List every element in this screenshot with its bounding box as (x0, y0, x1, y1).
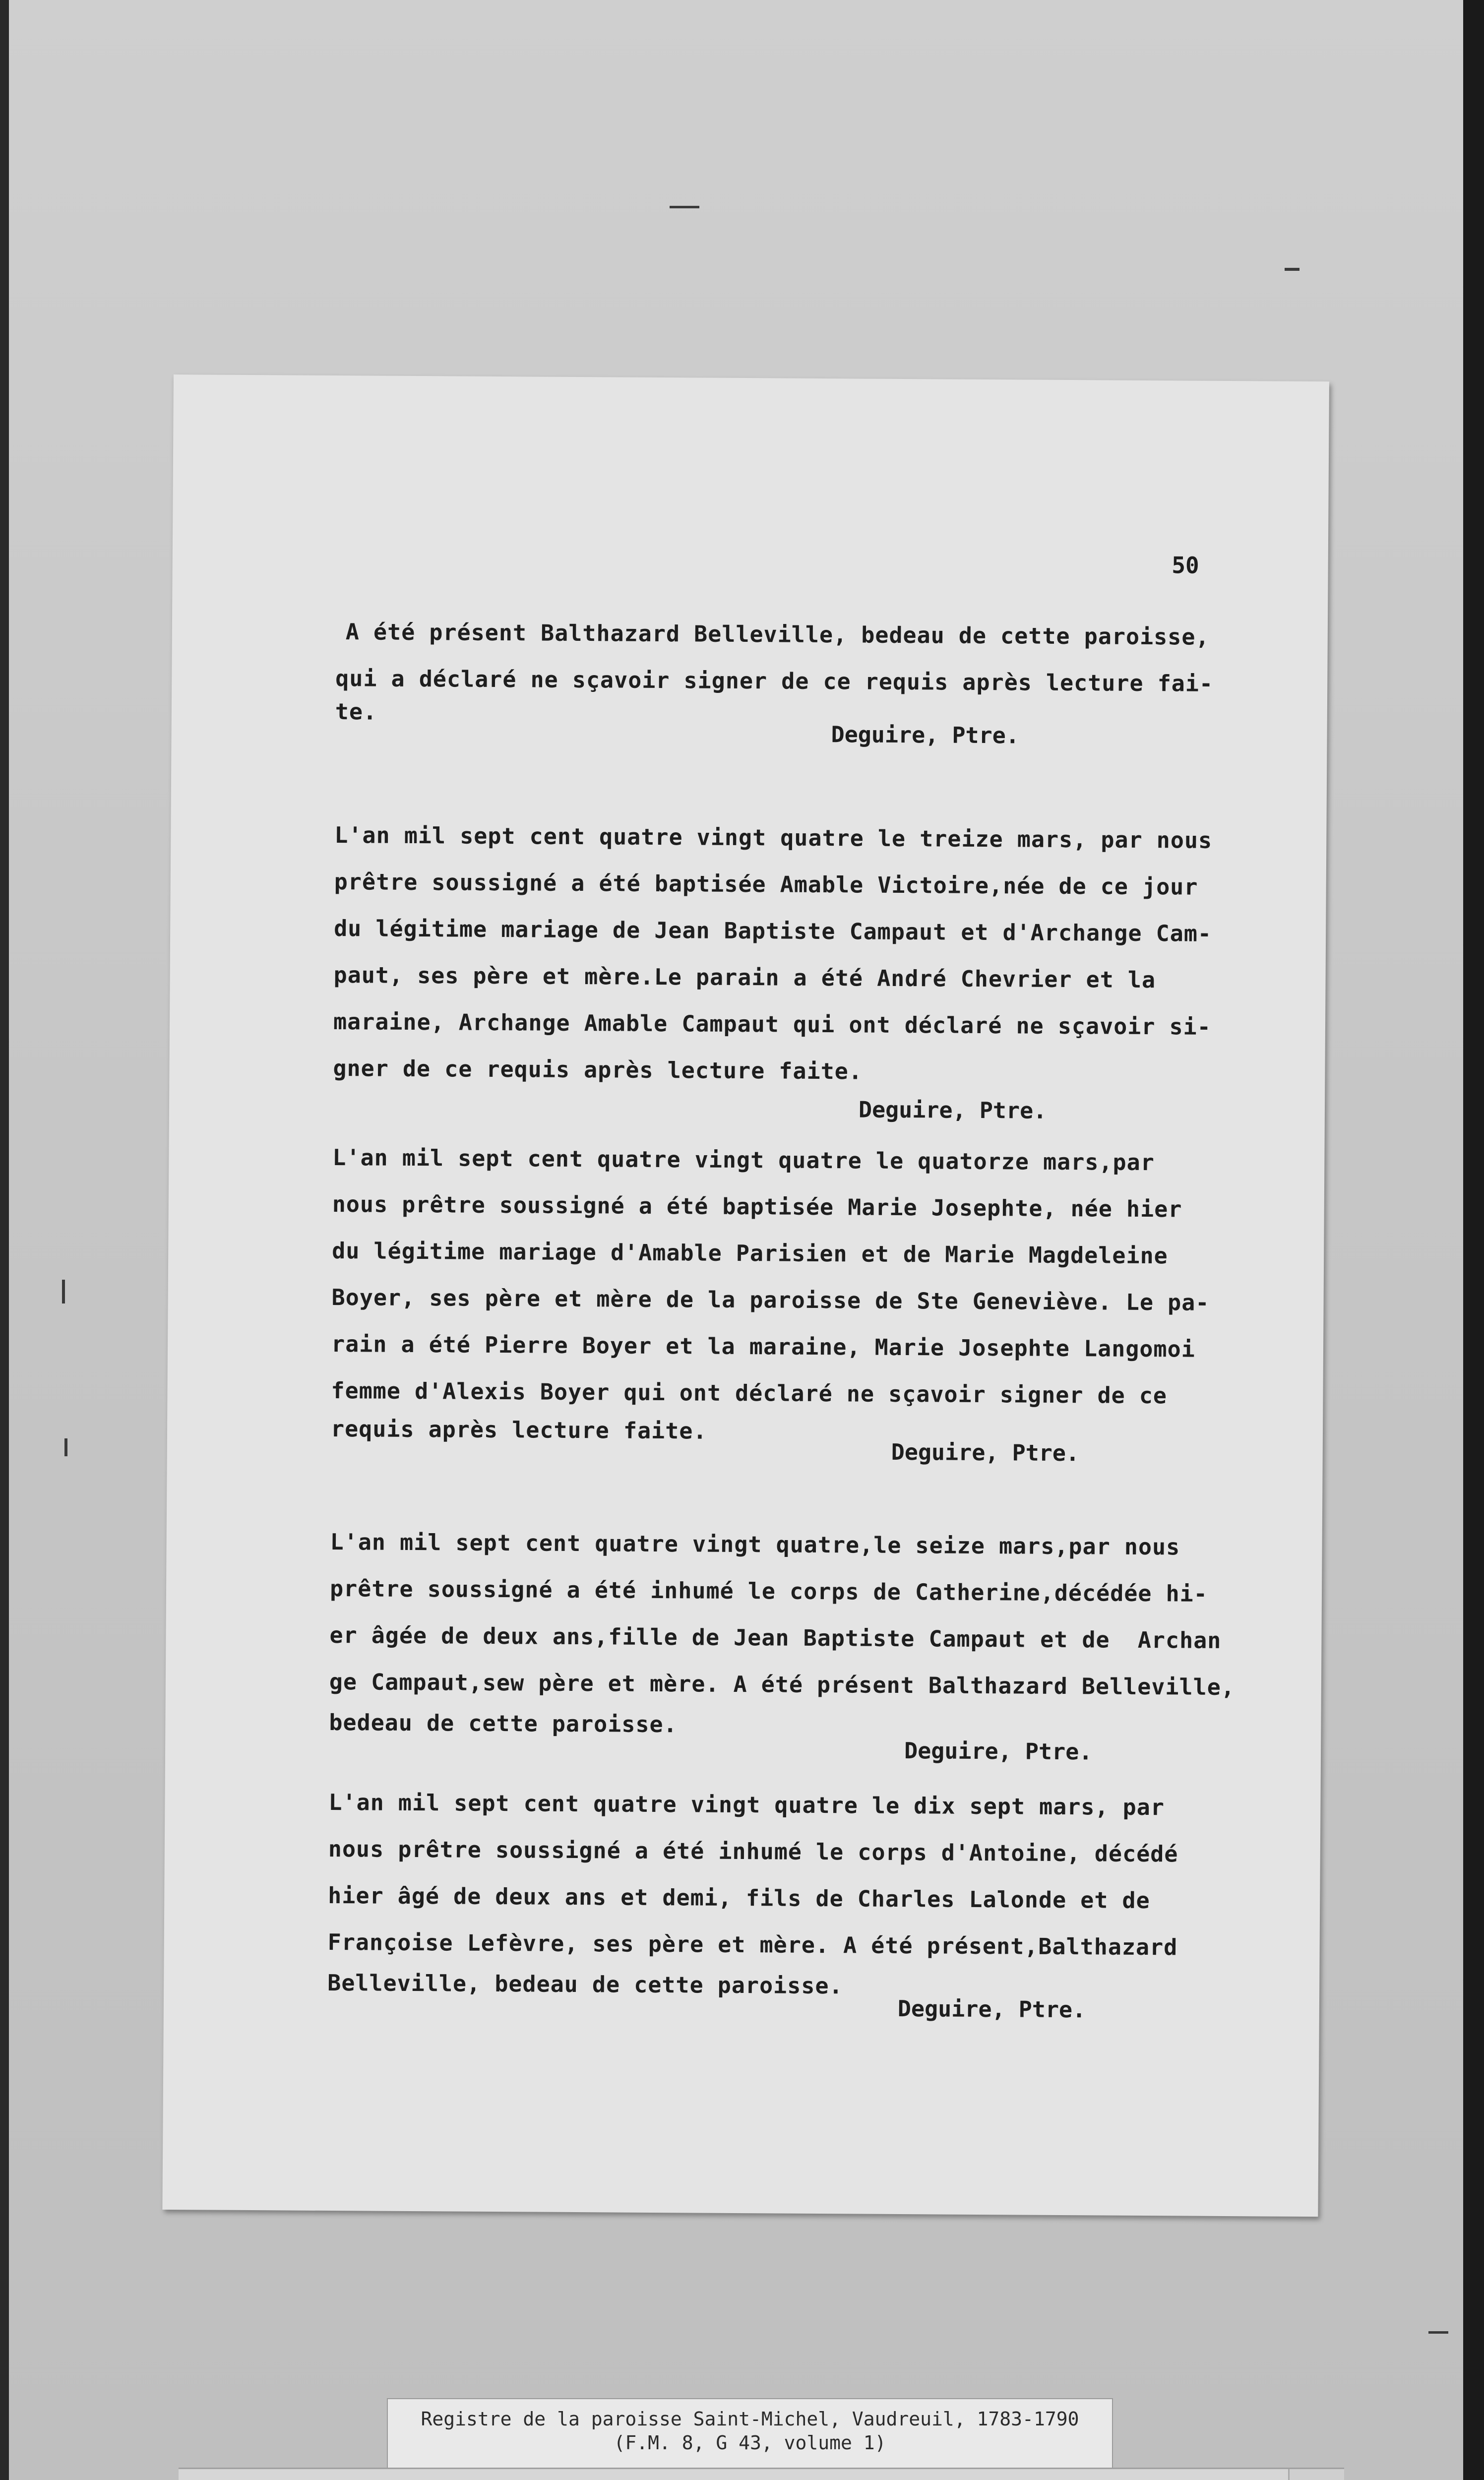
signature: Deguire, Ptre. (858, 1096, 1047, 1124)
entry-line: Belleville, bedeau de cette paroisse. (327, 1969, 843, 1999)
entry-line: du légitime mariage d'Amable Parisien et de Marie Magdeleine (332, 1237, 1168, 1269)
register-page (162, 374, 1329, 2217)
entry-4 (329, 1519, 1236, 1785)
entry-line: nous prêtre soussigné a été inhumé le corps d'Antoine, décédé (328, 1835, 1178, 1867)
film-scratch (64, 1438, 67, 1456)
entry-line: gner de ce requis après lecture faite. (333, 1054, 863, 1085)
film-scratch (670, 206, 699, 208)
entry-1 (335, 609, 1219, 767)
entry-line: femme d'Alexis Boyer qui ont déclaré ne sçavoir signer de ce (331, 1377, 1168, 1409)
entry-line: prêtre soussigné a été baptisée Amable Victoire,née de ce jour (334, 868, 1198, 900)
page-number: 50 (1172, 552, 1199, 579)
entry-line: qui a déclaré ne sçavoir signer de ce requis après lecture fai- (335, 665, 1214, 697)
entry-line: L'an mil sept cent quatre vingt quatre le quatorze mars,par (332, 1144, 1155, 1176)
entry-line: hier âgé de deux ans et demi, fils de Charles Lalonde et de (328, 1882, 1150, 1914)
entry-line: te. (335, 698, 377, 725)
entry-line: rain a été Pierre Boyer et la maraine, Marie Josephte Langomoi (331, 1330, 1195, 1363)
entry-line: bedeau de cette paroisse. (329, 1709, 678, 1738)
entry-3 (330, 1134, 1215, 1489)
entry-line: du légitime mariage de Jean Baptiste Campaut et d'Archange Cam- (334, 915, 1212, 947)
archives-stamp-card (179, 2468, 1344, 2480)
entry-line: maraine, Archange Amable Campaut qui ont déclaré ne sçavoir si- (333, 1008, 1211, 1040)
card-slot (1288, 2469, 1344, 2480)
entry-line: L'an mil sept cent quatre vingt quatre le treize mars, par nous (334, 821, 1213, 854)
entry-line: requis après lecture faite. (330, 1415, 707, 1444)
entry-line: Françoise Lefèvre, ses père et mère. A été présent,Balthazard (327, 1928, 1178, 1961)
signature: Deguire, Ptre. (904, 1737, 1093, 1765)
entry-line: L'an mil sept cent quatre vingt quatre,le seize mars,par nous (330, 1528, 1180, 1560)
film-scratch (62, 1280, 65, 1303)
film-edge-right (1463, 0, 1484, 2480)
archive-caption-label (387, 2398, 1113, 2475)
entry-2 (333, 812, 1218, 1137)
film-scratch (1428, 2331, 1448, 2334)
signature: Deguire, Ptre. (897, 1995, 1086, 2023)
entry-line: Boyer, ses père et mère de la paroisse de Ste Geneviève. Le pa- (331, 1284, 1210, 1316)
entry-5 (327, 1779, 1211, 2046)
signature: Deguire, Ptre. (831, 721, 1020, 749)
entry-line: er âgée de deux ans,fille de Jean Baptiste Campaut et de Archan (329, 1621, 1222, 1654)
entry-line: nous prêtre soussigné a été baptisée Marie Josephte, née hier (332, 1190, 1182, 1223)
entry-line: ge Campaut,sew père et mère. A été présent Balthazard Belleville, (329, 1668, 1236, 1701)
entry-line: A été présent Balthazard Belleville, bedeau de cette paroisse, (345, 619, 1210, 650)
caption-title: Registre de la paroisse Saint-Michel, Vaudreuil, 1783-1790 (421, 2408, 1079, 2430)
caption-reference: (F.M. 8, G 43, volume 1) (614, 2432, 886, 2454)
film-scratch (1285, 268, 1299, 271)
film-edge-left (0, 0, 9, 2480)
entry-line: paut, ses père et mère.Le parain a été André Chevrier et la (333, 961, 1156, 993)
entry-line: prêtre soussigné a été inhumé le corps de Catherine,décédée hi- (329, 1575, 1208, 1607)
entry-line: L'an mil sept cent quatre vingt quatre le dix sept mars, par (328, 1789, 1165, 1821)
signature: Deguire, Ptre. (891, 1438, 1080, 1467)
